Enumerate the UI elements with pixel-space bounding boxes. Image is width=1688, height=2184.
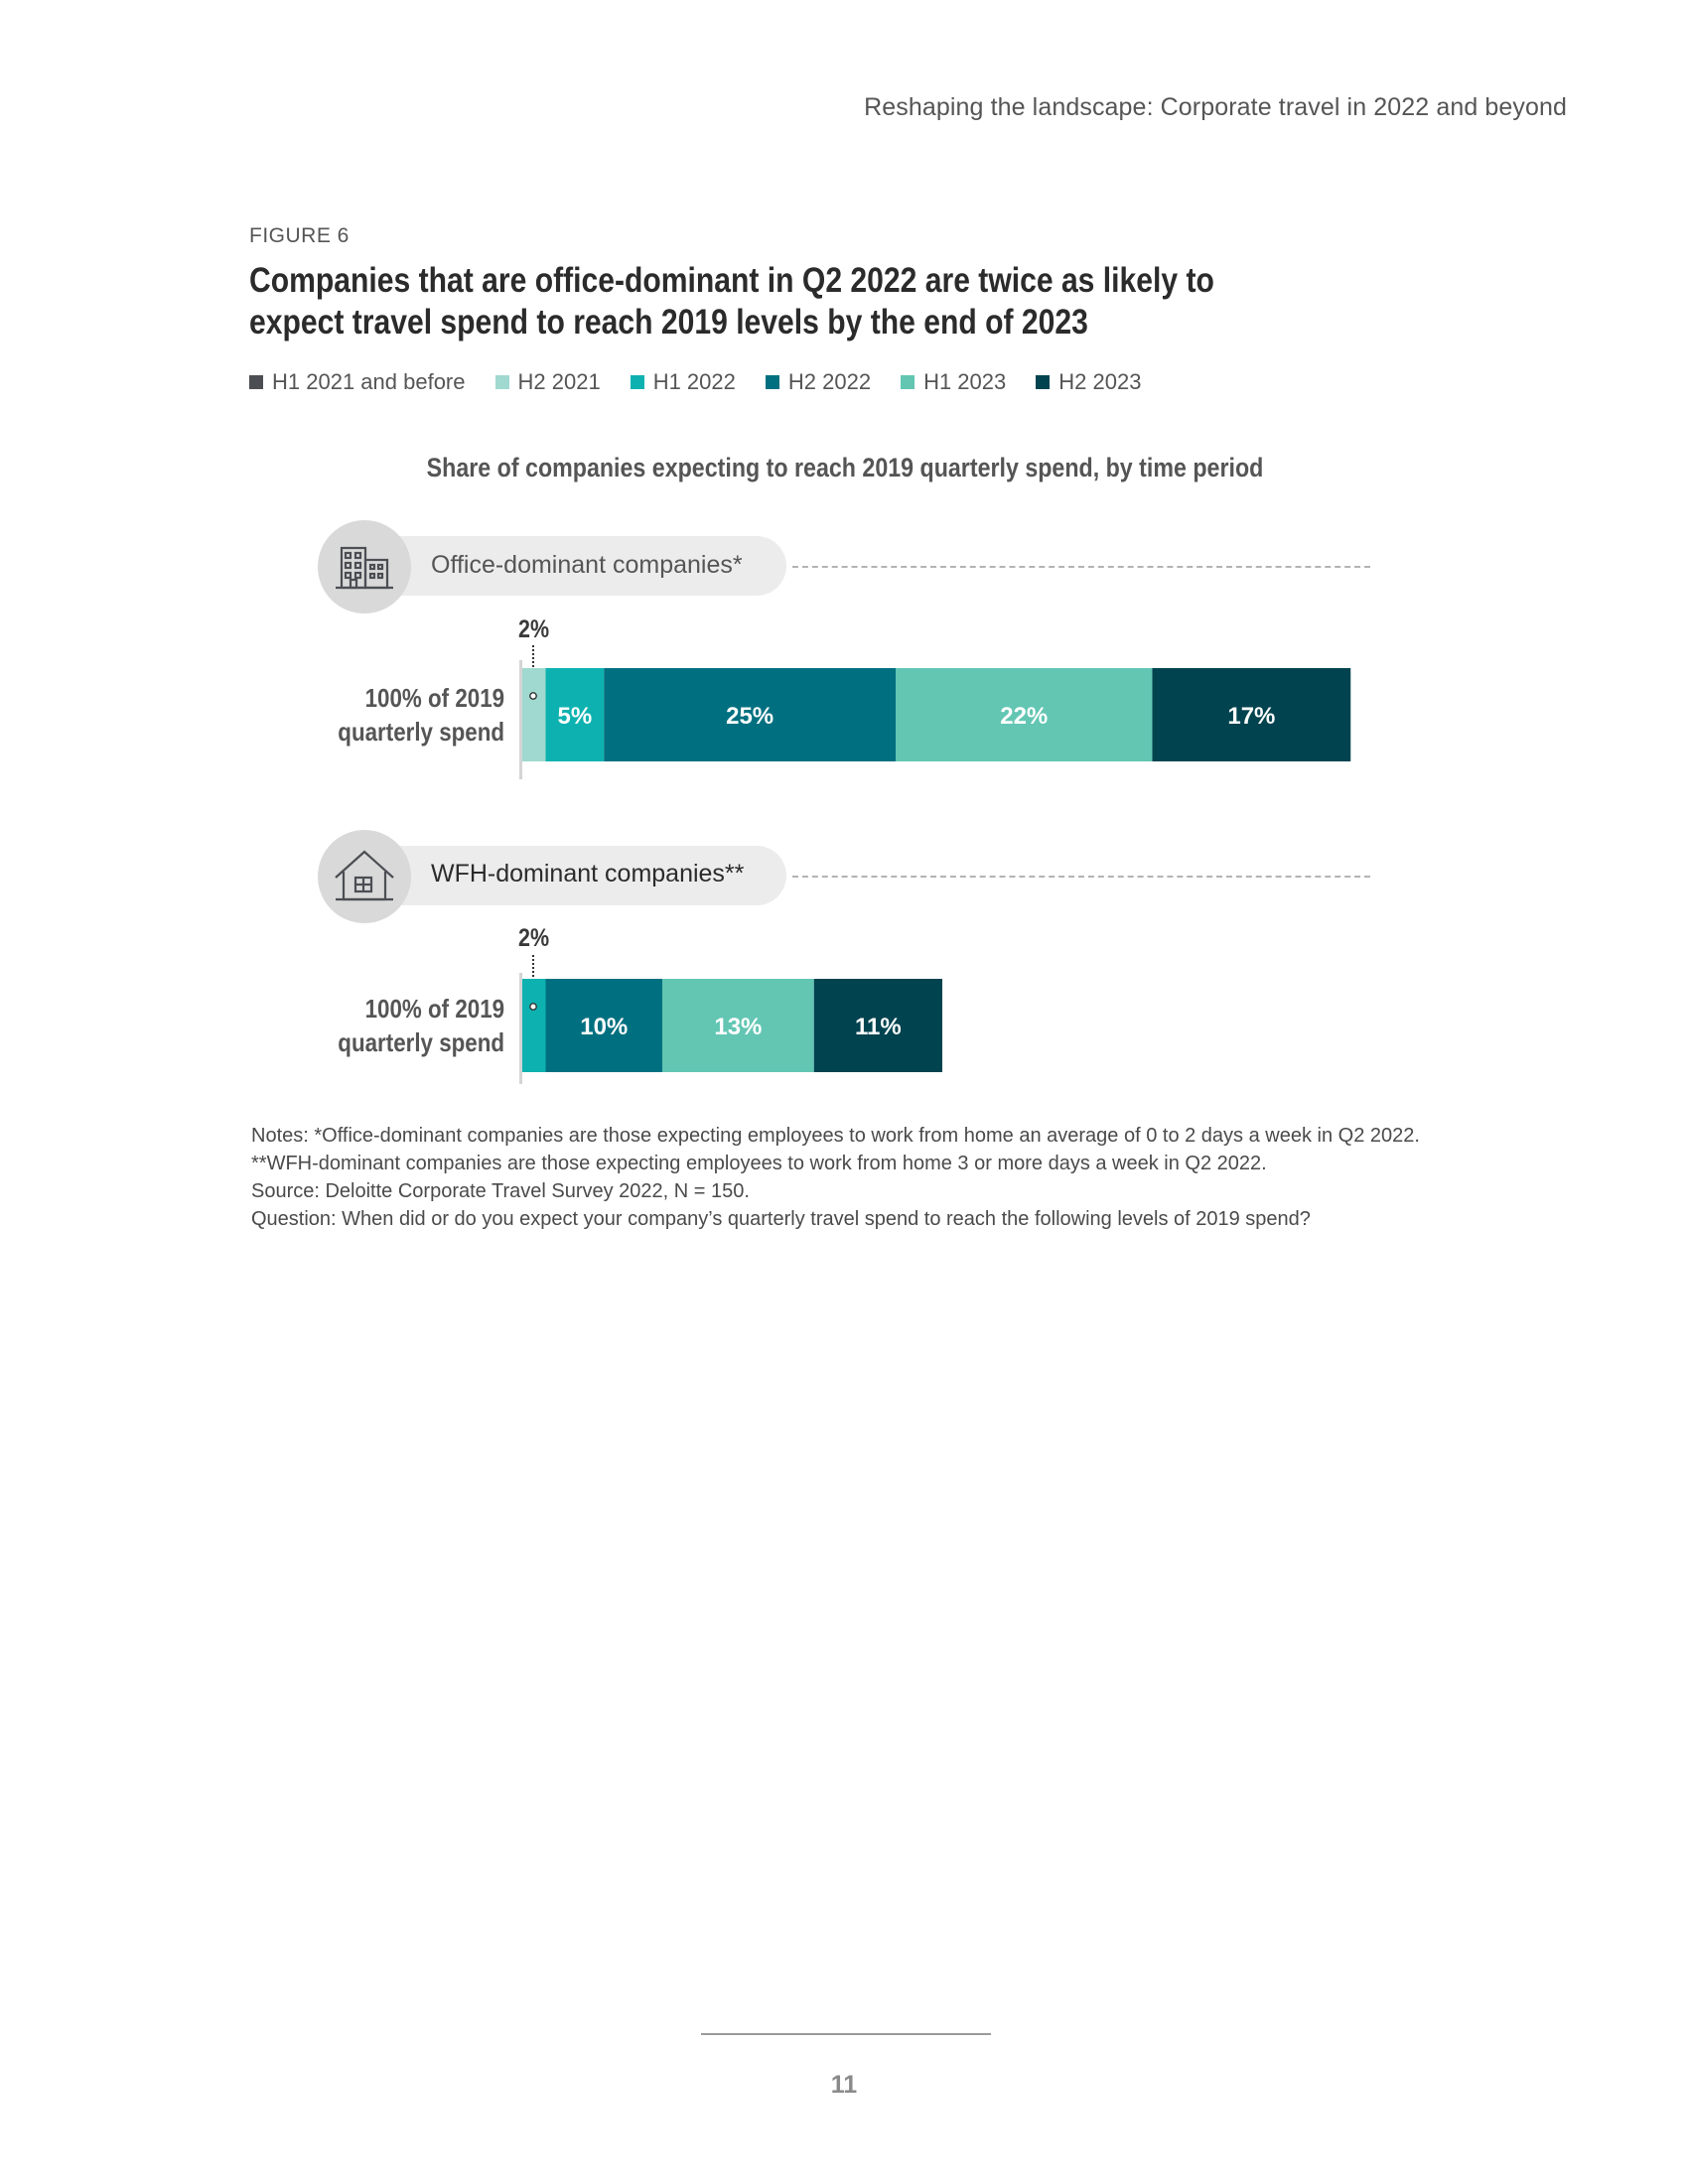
callout-label: 2% <box>518 615 550 643</box>
note-line: Notes: *Office-dominant companies are those expecting employees to work from home an average of 0 to 2 days a week in Q2 2022. <box>251 1125 1420 1147</box>
row-label-line1: 100% of 2019 <box>364 994 504 1024</box>
page-number: 11 <box>830 2071 858 2099</box>
bar-value-label: 5% <box>557 703 593 730</box>
bar-value-label: 13% <box>714 1014 763 1040</box>
notes-block <box>251 1122 1443 1233</box>
bar-value-label: 17% <box>1227 703 1276 730</box>
callout-dot <box>530 1004 536 1010</box>
row-label-line2: quarterly spend <box>338 1027 504 1057</box>
running-header: Reshaping the landscape: Corporate travel in 2022 and beyond <box>864 93 1567 121</box>
legend-label: H2 2021 <box>517 369 601 394</box>
chart-title: Share of companies expecting to reach 2019 quarterly spend, by time period <box>426 453 1264 482</box>
figure-title: Companies that are office-dominant in Q2 2022 are twice as likely to expect travel spend to reach 2019 levels by the end of 2023 <box>249 261 1214 341</box>
legend-label: H2 2022 <box>787 369 872 394</box>
callout-dot <box>530 693 536 699</box>
figure-label: FIGURE 6 <box>249 224 350 247</box>
group-label-office: Office-dominant companies* <box>431 551 743 579</box>
note-line: **WFH-dominant companies are those expecting employees to work from home 3 or more days a week in Q2 2022. <box>251 1153 1267 1174</box>
group-label-wfh: WFH-dominant companies** <box>431 860 745 887</box>
legend-label: H1 2022 <box>652 369 736 394</box>
row-label-line1: 100% of 2019 <box>364 683 504 713</box>
legend-label: H2 2023 <box>1058 369 1142 394</box>
note-line: Source: Deloitte Corporate Travel Survey 2022, N = 150. <box>251 1180 750 1202</box>
legend-label: H1 2021 and before <box>272 369 466 394</box>
bar-value-label: 25% <box>726 703 774 730</box>
footer-rule <box>701 2033 991 2035</box>
note-line: Question: When did or do you expect your company’s quarterly travel spend to reach the following levels of 2019 spend? <box>251 1208 1311 1230</box>
row-label-line2: quarterly spend <box>338 717 504 747</box>
bar-value-label: 10% <box>580 1014 629 1040</box>
bar-value-label: 22% <box>1000 703 1049 730</box>
bar-segment <box>522 668 546 761</box>
bar-value-label: 11% <box>855 1014 902 1040</box>
bar-segment <box>522 979 546 1072</box>
callout-label: 2% <box>518 924 550 952</box>
legend-label: H1 2023 <box>923 369 1007 394</box>
